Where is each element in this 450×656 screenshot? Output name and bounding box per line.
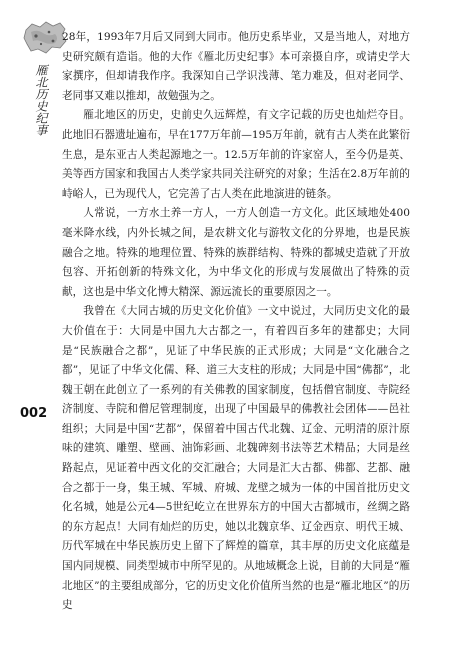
paragraph: 人常说，一方水土养一方人，一方人创造一方文化。此区域地处400毫米降水线，内外长城之间，是农耕文化与游牧文化的分界地，也是民族融合之地。特殊的地理位置、特殊的族群结构、特殊的都城史造就了开放包容、开拓创新的特殊文化，为中华文化的形成与发展做出了特殊的贡献，这也是中华文化博大精深、源远流长的重要原因之一。 (62, 207, 410, 298)
paragraph: 28年，1993年7月后又同到大同市。他历史系毕业，又是当地人，对地方史研究颇有造诣。他的大作《雁北历史纪事》本可亲摄自序，或请史学大家撰序，但却请我作序。我深知自己学识浅薄、笔力难及，但对老同学、老同事又难以推却，故勉强为之。 (62, 31, 410, 102)
paragraph: 雁北地区的历史，史前史久远辉煌，有文字记载的历史也灿烂夺目。此地旧石器遗址遍布，早在177万年前—195万年前，就有古人类在此繁衍生息，是东亚古人类起源地之一。12.5万年前的许家窑人，至今仍是英、美等西方国家和我国古人类学家共同关注研究的对象；生活在2.8万年前的峙峪人，已为现代人，它完善了古人类在此地演进的链条。 (62, 109, 410, 200)
body-text (62, 28, 410, 616)
page-number: 002 (20, 406, 48, 421)
paragraph: 我曾在《大同古城的历史文化价值》一文中说过，大同历史文化的最大价值在于：大同是中国九大古都之一，有着四百多年的建都史；大同是“民族融合之都”，见证了中华民族的正式形成；大同是“文化融合之都”，见证了中华文化儒、释、道三大支柱的形成；大同是中国“佛都”，北魏王朝在此创立了一系列的有关佛教的国家制度，包括僧官制度、寺院经济制度、寺院和僧尼管理制度，出现了中国最早的佛教社会团体——邑社组织；大同是中国“艺都”，保留着中国古代北魏、辽金、元明清的原汁原味的建筑、雕塑、壁画、油饰彩画、北魏碑刻书法等艺术精品；大同是丝路起点，见证着中西文化的交汇融合；大同是汇大古都、佛都、艺都、融合之都于一身，集王城、军城、府城、龙壁之城为一体的中国首批历史文化名城，她是公元4—5世纪屹立在世界东方的中国大古都城市，丝绸之路的东方起点！大同有灿烂的历史，她以北魏京华、辽金西京、明代王城、历代军城在中华民族历史上留下了辉煌的篇章，其丰厚的历史文化底蕴是国内同规模、同类型城市中所罕见的。从地域概念上说，目前的大同是“雁北地区”的主要组成部分，它的历史文化价值所当然的也是“雁北地区”的历史 (62, 305, 410, 612)
side-book-title: 雁北历史纪事 (34, 64, 48, 136)
